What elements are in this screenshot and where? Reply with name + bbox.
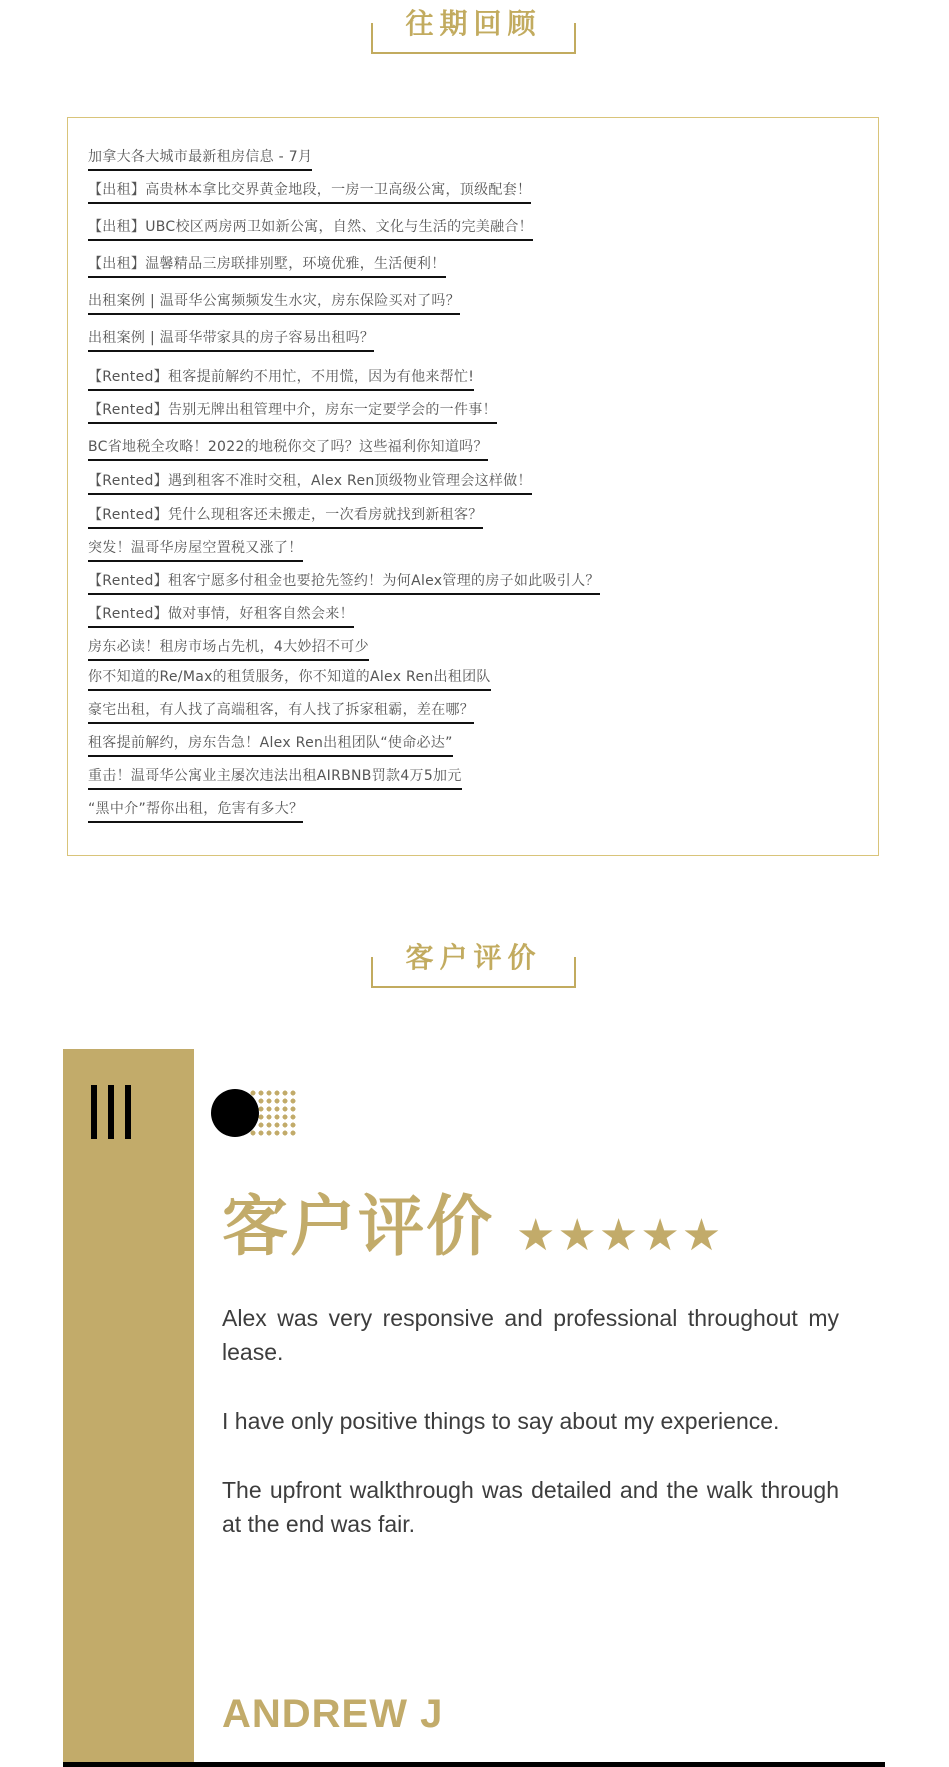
article-link[interactable]: 突发！温哥华房屋空置税又涨了！ [88, 539, 303, 562]
reviewer-name: ANDREW J [222, 1692, 444, 1736]
review-paragraph: I have only positive things to say about my experience. [222, 1408, 780, 1434]
review-paragraph: The upfront walkthrough was detailed and the walk through at the end was fair. [222, 1477, 839, 1537]
gold-side-bar [63, 1049, 194, 1767]
reviews-section-header [371, 936, 576, 988]
article-link[interactable]: 【Rented】租客提前解约不用忙，不用慌，因为有他来帮忙! [88, 368, 474, 391]
article-link[interactable]: 豪宅出租，有人找了高端租客，有人找了拆家租霸，差在哪？ [88, 701, 474, 724]
article-link[interactable]: 出租案例 | 温哥华带家具的房子容易出租吗？ [88, 329, 374, 352]
past-issues-title: 往期回顾 [389, 6, 558, 42]
article-link[interactable]: 加拿大各大城市最新租房信息 - 7月 [88, 148, 312, 171]
past-issues-header [371, 2, 576, 54]
article-link[interactable]: 【Rented】告别无牌出租管理中介，房东一定要学会的一件事！ [88, 401, 497, 424]
article-link[interactable]: 【出租】高贵林本拿比交界黄金地段，一房一卫高级公寓，顶级配套！ [88, 181, 531, 204]
article-link[interactable]: 【出租】温馨精品三房联排别墅，环境优雅，生活便利！ [88, 255, 446, 278]
article-link[interactable]: 【Rented】遇到租客不准时交租，Alex Ren顶级物业管理会这样做！ [88, 472, 532, 495]
review-body [222, 1301, 839, 1576]
review-card [63, 1049, 885, 1767]
review-paragraph: Alex was very responsive and professional throughout my lease. [222, 1305, 839, 1365]
three-bars-icon [91, 1085, 131, 1139]
article-link[interactable]: 出租案例 | 温哥华公寓频频发生水灾，房东保险买对了吗？ [88, 292, 460, 315]
bottom-divider [63, 1762, 885, 1767]
article-link[interactable]: 重击！温哥华公寓业主屡次违法出租AIRBNB罚款4万5加元 [88, 767, 462, 790]
article-link[interactable]: 房东必读！租房市场占先机，4大妙招不可少 [88, 638, 369, 661]
star-rating: ★★★★★ [516, 1211, 724, 1260]
article-link[interactable]: BC省地税全攻略！2022的地税你交了吗？这些福利你知道吗？ [88, 438, 488, 461]
article-link[interactable]: 你不知道的Re/Max的租赁服务，你不知道的Alex Ren出租团队 [88, 668, 491, 691]
past-articles-box [67, 117, 879, 856]
reviews-section-title: 客户评价 [389, 940, 558, 976]
article-link[interactable]: 【Rented】凭什么现租客还未搬走，一次看房就找到新租客？ [88, 506, 483, 529]
review-heading: 客户评价 [222, 1188, 494, 1265]
circle-dots-icon [211, 1089, 301, 1149]
article-link[interactable]: 【出租】UBC校区两房两卫如新公寓，自然、文化与生活的完美融合！ [88, 218, 533, 241]
article-link[interactable]: 【Rented】租客宁愿多付租金也要抢先签约！为何Alex管理的房子如此吸引人？ [88, 572, 600, 595]
article-link[interactable]: 租客提前解约，房东告急！Alex Ren出租团队“使命必达” [88, 734, 453, 757]
article-link[interactable]: “黑中介”帮你出租，危害有多大？ [88, 800, 303, 823]
article-link[interactable]: 【Rented】做对事情，好租客自然会来！ [88, 605, 354, 628]
